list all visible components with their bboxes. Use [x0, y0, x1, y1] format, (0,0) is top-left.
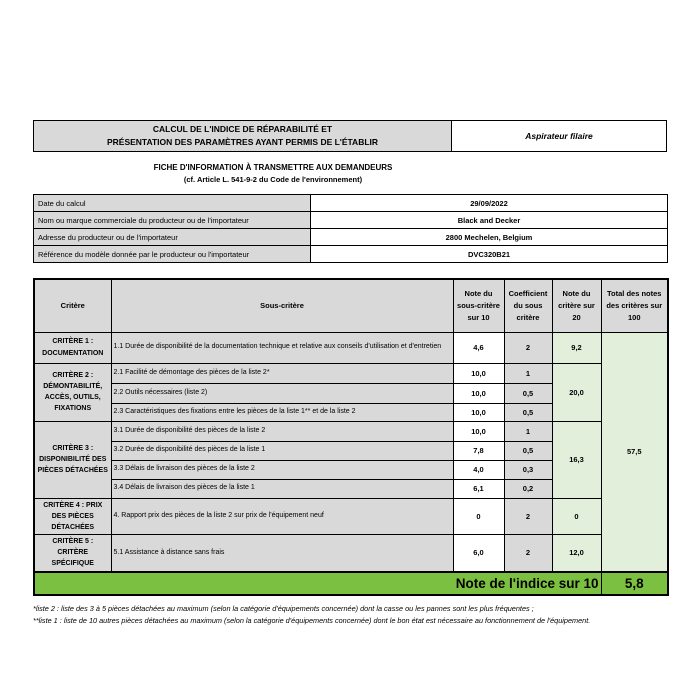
sub-4-note10: 0 [453, 498, 504, 535]
critere-1-note20: 9,2 [552, 332, 601, 363]
sub-4-coef: 2 [504, 498, 552, 535]
final-score-value: 5,8 [601, 572, 668, 595]
repairability-document [33, 120, 667, 628]
sub-2-2-text: 2.2 Outils nécessaires (liste 2) [111, 383, 453, 403]
document-header [33, 120, 667, 152]
table-row [34, 498, 668, 535]
header-total: Total des notes des critères sur 100 [601, 279, 668, 332]
critere-1-label: CRITÈRE 1 : DOCUMENTATION [34, 332, 111, 363]
critere-4-label: CRITÈRE 4 : PRIX DES PIÈCES DÉTACHÉES [34, 498, 111, 535]
sub-3-4-note10: 6,1 [453, 479, 504, 498]
critere-3-note20: 16,3 [552, 421, 601, 498]
sub-3-2-note10: 7,8 [453, 441, 504, 460]
info-row-brand [34, 212, 668, 229]
subtitle-line1: FICHE D'INFORMATION À TRANSMETTRE AUX DEMANDEURS [153, 163, 393, 172]
criteria-table [33, 278, 669, 596]
critere-5-label: CRITÈRE 5 : CRITÈRE SPÉCIFIQUE [34, 535, 111, 572]
sub-3-2-text: 3.2 Durée de disponibilité des pièces de la liste 1 [111, 441, 453, 460]
info-row-model [34, 246, 668, 263]
product-category-label: Aspirateur filaire [525, 131, 593, 141]
critere-4-note20: 0 [552, 498, 601, 535]
sub-2-3-text: 2.3 Caractéristiques des fixations entre les pièces de la liste 1** et de la liste 2 [111, 403, 453, 421]
final-score-label: Note de l'indice sur 10 [34, 572, 601, 595]
critere-5-note20: 12,0 [552, 535, 601, 572]
header-sous-critere: Sous-critère [111, 279, 453, 332]
critere-2-label: CRITÈRE 2 : DÉMONTABILITÉ, ACCÈS, OUTILS, FIXATIONS [34, 363, 111, 421]
sub-5-1-coef: 2 [504, 535, 552, 572]
sub-1-1-note10: 4,6 [453, 332, 504, 363]
sub-3-4-coef: 0,2 [504, 479, 552, 498]
header-critere: Critère [34, 279, 111, 332]
info-value-brand: Black and Decker [311, 212, 668, 229]
document-subtitle [33, 163, 513, 184]
product-info-table [33, 194, 668, 263]
sub-2-1-note10: 10,0 [453, 363, 504, 383]
sub-2-2-note10: 10,0 [453, 383, 504, 403]
sub-3-3-coef: 0,3 [504, 460, 552, 479]
sub-2-2-coef: 0,5 [504, 383, 552, 403]
final-score-row [34, 572, 668, 595]
table-row [34, 421, 668, 441]
info-label-model: Référence du modèle donnée par le producteur ou l'importateur [34, 246, 311, 263]
info-value-date: 29/09/2022 [311, 195, 668, 212]
sub-2-1-text: 2.1 Facilité de démontage des pièces de la liste 2* [111, 363, 453, 383]
footnote-liste2: *liste 2 : liste des 3 à 5 pièces détachées au maximum (selon la catégorie d'équipements concernée) dont la casse ou les pannes sont les plus fréquentes ; [33, 603, 534, 613]
total-notes-100: 57,5 [601, 332, 668, 572]
sub-3-4-text: 3.4 Délais de livraison des pièces de la liste 1 [111, 479, 453, 498]
header-coefficient: Coefficient du sous critère [504, 279, 552, 332]
info-value-model: DVC320B21 [311, 246, 668, 263]
sub-2-3-coef: 0,5 [504, 403, 552, 421]
sub-2-3-note10: 10,0 [453, 403, 504, 421]
sub-1-1-coef: 2 [504, 332, 552, 363]
sub-5-1-text: 5.1 Assistance à distance sans frais [111, 535, 453, 572]
sub-3-1-coef: 1 [504, 421, 552, 441]
table-row [34, 535, 668, 572]
footnotes [33, 603, 667, 629]
sub-3-2-coef: 0,5 [504, 441, 552, 460]
subtitle-line2: (cf. Article L. 541-9-2 du Code de l'environnement) [183, 175, 363, 184]
sub-5-1-note10: 6,0 [453, 535, 504, 572]
header-note-critere: Note du critère sur 20 [552, 279, 601, 332]
info-label-brand: Nom ou marque commerciale du producteur ou de l'importateur [34, 212, 311, 229]
info-row-address [34, 229, 668, 246]
sub-1-1-text: 1.1 Durée de disponibilité de la documentation technique et relative aux conseils d'utilisation et d'entretien [111, 332, 453, 363]
criteria-table-header [34, 279, 668, 332]
info-label-address: Adresse du producteur ou de l'importateur [34, 229, 311, 246]
info-row-date [34, 195, 668, 212]
sub-3-1-text: 3.1 Durée de disponibilité des pièces de la liste 2 [111, 421, 453, 441]
critere-2-note20: 20,0 [552, 363, 601, 421]
table-row [34, 332, 668, 363]
table-row [34, 363, 668, 383]
info-label-date: Date du calcul [34, 195, 311, 212]
footnote-liste1: **liste 1 : liste de 10 autres pièces détachées au maximum (selon la catégorie d'équipements concernée) dont le bon état est nécessaire au fonctionnement de l'équipement. [33, 616, 591, 626]
sub-3-3-note10: 4,0 [453, 460, 504, 479]
sub-4-text: 4. Rapport prix des pièces de la liste 2 sur prix de l'équipement neuf [111, 498, 453, 535]
header-note-sous-critere: Note du sous-critère sur 10 [453, 279, 504, 332]
sub-3-3-text: 3.3 Délais de livraison des pièces de la liste 2 [111, 460, 453, 479]
document-title-box [33, 120, 452, 152]
critere-3-label: CRITÈRE 3 : DISPONIBILITÉ DES PIÈCES DÉTACHÉES [34, 421, 111, 498]
sub-3-1-note10: 10,0 [453, 421, 504, 441]
document-title-line2: PRÉSENTATION DES PARAMÈTRES AYANT PERMIS DE L'ÉTABLIR [106, 137, 379, 147]
info-value-address: 2800 Mechelen, Belgium [311, 229, 668, 246]
sub-2-1-coef: 1 [504, 363, 552, 383]
document-title-line1: CALCUL DE L'INDICE DE RÉPARABILITÉ ET [152, 124, 333, 135]
product-category-box [452, 120, 667, 152]
